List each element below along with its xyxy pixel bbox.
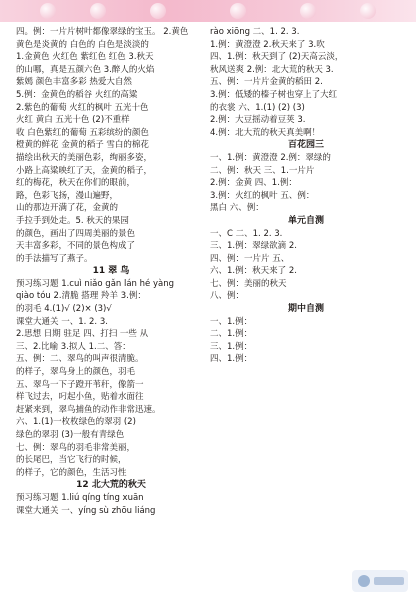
right-column-line: 秋风送爽 2.例：北大荒的秋天 3. [210, 64, 334, 75]
left-column-line: 2.思想 日期 驻足 四、打扫 一些 从 [16, 329, 149, 340]
right-column-line: 五、例：一片片金黄的稻田 2. [210, 77, 323, 88]
left-column-line: 橙黄的鲜花 金黄的稻子 雪白的棉花 [16, 140, 149, 151]
right-column-line: 三、1.例： [210, 341, 253, 352]
bubble-icon [90, 3, 106, 19]
left-column-line: 的羽毛 4.(1)√ (2)× (3)√ [16, 304, 112, 315]
right-column-line: 二、例：秋天 三、1.一片片 [210, 165, 315, 176]
left-column-line: 五、翠鸟一下子蹬开苇秆，像箭一 [16, 379, 144, 390]
left-column-line: 预习练习题 1.liú qíng tíng xuān [16, 492, 144, 503]
left-column-line: 天丰富多彩，不同的景色构成了 [16, 241, 136, 252]
right-column-line: 期中自测 [287, 304, 324, 315]
left-column-line: 的长尾巴，当它飞行的时候， [16, 455, 127, 466]
left-column-line: 的样子，翠鸟身上的颜色，羽毛 [16, 367, 136, 378]
bubble-icon [150, 3, 166, 19]
right-column-line: 六、1.例：秋天来了 2. [210, 266, 297, 277]
right-column-line: 四、例：一片片 五、 [210, 253, 290, 264]
bubble-icon [300, 3, 316, 19]
right-text-column [210, 26, 402, 366]
right-column-line: 3.例：低矮的榛子树也穿上了大红 [210, 89, 338, 100]
right-column-line: 八、例： [210, 291, 245, 302]
bubble-icon [360, 3, 376, 19]
left-column-line: 山的那边开满了花，金黄的 [16, 203, 119, 214]
left-column-line: 六、1.(1)一枚枚绿色的翠羽 (2) [16, 417, 136, 428]
right-column-line: 黑白 六、例： [210, 203, 264, 214]
left-column-line: 11 翠 鸟 [92, 266, 130, 277]
left-column-line: 的山哪，真是五颜六色 3.醉人的火焰 [16, 64, 155, 75]
left-column-line: 描绘出秋天的美丽色彩，绚丽多姿， [16, 152, 153, 163]
bubble-icon [230, 3, 246, 19]
right-column-line: 单元自测 [287, 215, 324, 226]
left-column-line: qiào tóu 2.清脆 搭理 羚羊 3.例： [16, 291, 146, 302]
right-column-line: 一、1.例： [210, 316, 253, 327]
left-column-line: 四。例：一片片树叶都像翠绿的宝玉。 2.黄色 [16, 27, 189, 37]
left-column-line: 黄色是炎黄的 白色的 白色是淡淡的 [16, 39, 149, 50]
left-column-line: 的样子，它的颜色，生活习性 [16, 467, 127, 478]
left-column-line: 收 白色紫红的葡萄 五彩缤纷的颜色 [16, 127, 149, 138]
left-column-line: 赶紧来到，翠鸟捕鱼的动作非常迅速。 [16, 404, 161, 415]
decorative-header-bar [0, 0, 416, 22]
right-column-line: 2.例：金黄 四、1.例： [210, 178, 297, 189]
left-column-line: 红的梅花，秋天在你们的眼前， [16, 178, 136, 189]
right-column-line: 4.例：北大荒的秋天真美啊！ [210, 127, 321, 138]
right-column-line: 3.例：火红的枫叶 五、例： [210, 190, 315, 201]
left-column-line: 样飞过去，叼起小鱼，贴着水面往 [16, 392, 144, 403]
right-column-line: 七、例：美丽的秋天 [210, 278, 287, 289]
left-column-line: 12 北大荒的秋天 [76, 480, 146, 491]
right-column-line: 1.例：黄澄澄 2.秋天来了 3.吹 [210, 39, 325, 50]
left-column-line: 课堂大通关 一、1. 2. 3. [16, 316, 108, 327]
bubble-icon [40, 3, 56, 19]
left-column-line: 三、2.比喻 3.拟人 1.二、答： [16, 341, 131, 352]
left-column-line: 的颜色，画出了四周美丽的景色 [16, 228, 136, 239]
right-column-line: rào xiōng 二、1. 2. 3. [210, 27, 300, 37]
right-column-line: 四、1.例：秋天到了 (2)天高云淡， [210, 52, 344, 63]
left-column-line: 1.金黄色 火红色 紫红色 红色 3.秋天 [16, 52, 154, 63]
left-column-line: 课堂大通关 一、yíng sù zhōu liáng [16, 505, 156, 516]
left-column-line: 五、例：二、翠鸟的叫声很清脆。 [16, 354, 144, 365]
left-column-line: 路，色彩飞扬，漫山遍野， [16, 190, 119, 201]
right-column-line: 一、1.例：黄澄澄 2.例：翠绿的 [210, 152, 331, 163]
left-column-line: 七、例：翠鸟的羽毛非常美丽， [16, 442, 136, 453]
right-column-line: 2.例：大豆摇动着豆荚 3. [210, 115, 306, 126]
left-column-line: 2.紫色的葡萄 火红的枫叶 五光十色 [16, 102, 149, 113]
left-column-line: 预习练习题 1.cuì niǎo gǎn lán hé yàng [16, 278, 174, 289]
left-column-line: 绿色的翠羽 (3)一般有青绿色 [16, 430, 125, 440]
watermark-logo [350, 566, 410, 596]
right-column-line: 一、C 二、1. 2. 3. [210, 228, 283, 239]
right-column-line: 四、1.例： [210, 354, 253, 365]
left-column-line: 火红 黄白 五光十色 (2)不重样 [16, 115, 130, 126]
left-column-line: 紫嫣 颜色丰富多彩 热爱大自然 [16, 77, 132, 88]
left-text-column [16, 26, 206, 517]
left-column-line: 5.例：金黄色的稻谷 火红的高粱 [16, 89, 138, 100]
left-column-line: 的手法描写了燕子。 [16, 253, 93, 264]
right-column-line: 百花园三 [287, 140, 324, 151]
right-column-line: 的衣裳 六、1.(1) (2) (3) [210, 102, 305, 113]
left-column-line: 手拉手到处走。5. 秋天的果园 [16, 215, 129, 226]
left-column-line: 小路上高粱映红了天，金黄的稻子， [16, 165, 153, 176]
right-column-line: 三、1.例：翠绿欲滴 2. [210, 241, 297, 252]
right-column-line: 二、1.例： [210, 329, 253, 340]
